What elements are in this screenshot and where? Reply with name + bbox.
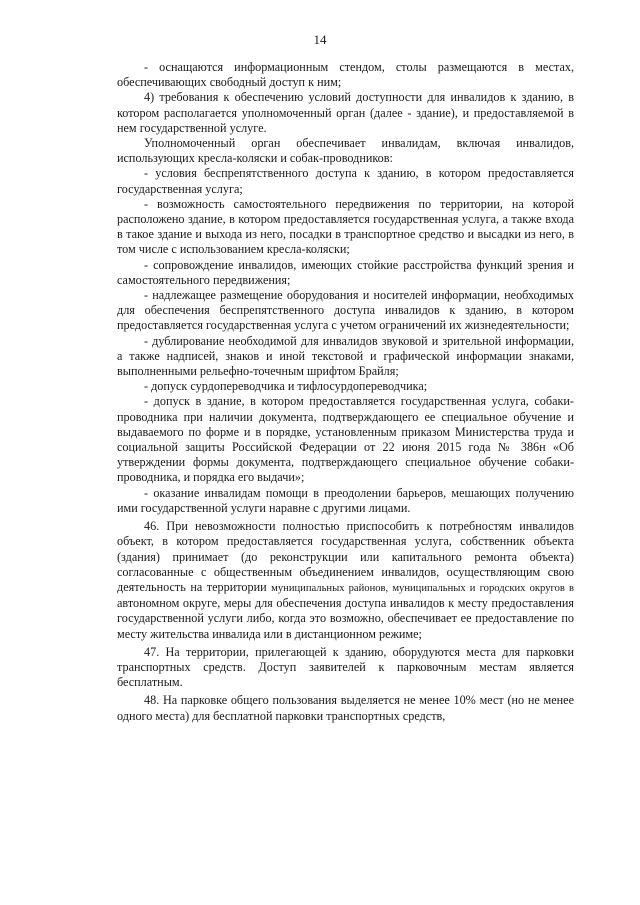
paragraph: - дублирование необходимой для инвалидов звуковой и зрительной информации, а также надписей, знаков и иной текстовой и графической информации знаками, выполненными рельефно-точечным шрифтом Брайля; <box>117 333 574 379</box>
paragraph: - оснащаются информационным стендом, столы размещаются в местах, обеспечивающих свободный доступ к ним; <box>117 60 574 90</box>
paragraph: - оказание инвалидам помощи в преодолении барьеров, мешающих получению ими государственной услуги наравне с другими лицами. <box>117 485 574 515</box>
paragraph-46-part2: автономном округе, меры для обеспечения доступа инвалидов к месту предоставления государственной услуги либо, когда это возможно, обеспечивает ее предоставление по месту жительства инвалида или в дистанционном режиме; <box>117 596 574 641</box>
paragraph: - сопровождение инвалидов, имеющих стойкие расстройства функций зрения и самостоятельного передвижения; <box>117 257 574 287</box>
paragraph: - надлежащее размещение оборудования и носителей информации, необходимых для обеспечения беспрепятственного доступа инвалидов к зданию, в котором предоставляется государственная услуга с учетом ограничений их жизнедеятельности; <box>117 288 574 333</box>
page-number: 14 <box>313 32 327 47</box>
paragraph: - возможность самостоятельного передвижения по территории, на которой расположено здание, в котором предоставляется государственная услуга, а также входа в такое здание и выхода из него, посадки в транспортное средство и высадки из него, в том числе с использованием кресла-коляски; <box>117 196 574 257</box>
paragraph-46 <box>117 519 574 642</box>
paragraph-48: 48. На парковке общего пользования выделяется не менее 10% мест (но не менее одного места) для бесплатной парковки транспортных средств, <box>117 693 574 723</box>
paragraph: Уполномоченный орган обеспечивает инвалидам, включая инвалидов, использующих кресла-коляски и собак-проводников: <box>117 136 574 166</box>
paragraph: - допуск сурдопереводчика и тифлосурдопереводчика; <box>144 379 428 394</box>
paragraph-47: 47. На территории, прилегающей к зданию, оборудуются места для парковки транспортных средств. Доступ заявителей к парковочным местам является бесплатным. <box>117 644 574 690</box>
paragraph-46-small-insert: муниципальных районов, муниципальных и городских округов в <box>271 582 574 594</box>
paragraph: 4) требования к обеспечению условий доступности для инвалидов к зданию, в котором располагается уполномоченный орган (далее - здание), и предоставляемой в нем государственной услуге. <box>117 90 574 135</box>
document-body <box>117 60 574 724</box>
paragraph: - допуск в здание, в котором предоставляется государственная услуга, собаки-проводника при наличии документа, подтверждающего ее специальное обучение и выдаваемого по форме и в порядке, установленным приказом Министерства труда и социальной защиты Российской Федерации от 22 июня 2015 года № 386н «Об утверждении формы документа, подтверждающего специальное обучение собаки-проводника, и порядка его выдачи»; <box>117 394 574 485</box>
paragraph: - условия беспрепятственного доступа к зданию, в котором предоставляется государственная услуга; <box>117 166 574 196</box>
paragraph-46-part1: 46. При невозможности полностью приспособить к потребностям инвалидов объект, в котором предоставляется государственная услуга, собственник объекта (здания) принимает (до реконструкции или капитального ремонта объекта) согласованные с общественным объединением инвалидов, осуществляющим свою деятельность на территории <box>117 519 574 594</box>
